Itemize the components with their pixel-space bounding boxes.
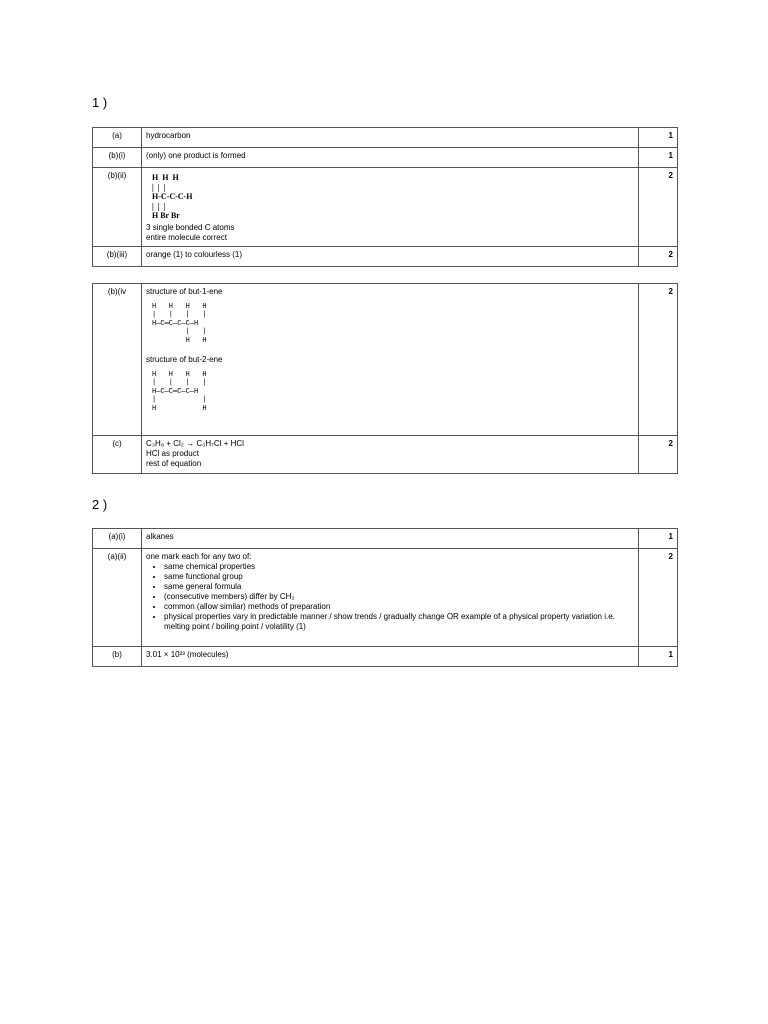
marks-cell: 2 <box>639 436 678 474</box>
table-row <box>93 529 678 549</box>
part-cell: (a) <box>93 128 142 148</box>
answer-cell <box>142 549 639 647</box>
marks-cell: 1 <box>639 148 678 168</box>
table-row <box>93 284 678 436</box>
marks-cell: 1 <box>639 128 678 148</box>
list-item: • common (allow similar) methods of preparation <box>164 602 634 612</box>
marks-cell: 1 <box>639 647 678 667</box>
table-row <box>93 436 678 474</box>
list-item: • same chemical properties <box>164 562 634 572</box>
part-cell: (a)(i) <box>93 529 142 549</box>
answer-line: rest of equation <box>146 459 202 468</box>
answer-line: entire molecule correct <box>146 232 227 242</box>
answer-cell: 3.01 × 10²³ (molecules) <box>142 647 639 667</box>
but-1-ene-structure: H H H H | | | | H—C═C—C—C—H | | H H <box>152 303 207 345</box>
answer-cell <box>142 168 639 247</box>
but-2-ene-structure: H H H H | | | | H—C—C═C—C—H | | H H <box>152 370 207 413</box>
marks-cell: 2 <box>639 246 678 266</box>
marks-cell: 2 <box>639 284 678 436</box>
part-cell: (c) <box>93 436 142 474</box>
table-row <box>93 128 678 148</box>
answer-line: 3 single bonded C atoms <box>146 222 235 232</box>
marks-cell: 2 <box>639 549 678 647</box>
bullet-list <box>146 562 634 632</box>
answer-heading: structure of but-2-ene <box>146 354 223 364</box>
answer-cell <box>142 436 639 474</box>
list-item: • same general formula <box>164 582 634 592</box>
marks-cell: 1 <box>639 529 678 549</box>
dibromopropane-structure: H H H | | | H-C-C-C-H | | | H Br Br <box>152 173 193 221</box>
q1-markscheme-table-2 <box>92 283 678 474</box>
answer-intro: one mark each for any two of: <box>146 552 252 561</box>
answer-cell: hydrocarbon <box>142 128 639 148</box>
answer-cell: orange (1) to colourless (1) <box>142 246 639 266</box>
question-2-label: 2 ) <box>92 497 108 512</box>
table-row <box>93 148 678 168</box>
part-cell: (b) <box>93 647 142 667</box>
answer-cell <box>142 284 639 436</box>
table-row <box>93 647 678 667</box>
part-cell: (b)(i) <box>93 148 142 168</box>
table-row <box>93 168 678 247</box>
table-row <box>93 549 678 647</box>
q2-markscheme-table <box>92 528 678 667</box>
answer-cell: (only) one product is formed <box>142 148 639 168</box>
answer-line: HCl as product <box>146 449 199 458</box>
list-item: • physical properties vary in predictable manner / show trends / gradually change OR example of a physical property variation i.e. melting point / boiling point / volatility (1) <box>164 612 634 632</box>
part-cell: (b)(iii) <box>93 246 142 266</box>
part-cell: (b)(iv <box>93 284 142 436</box>
marks-cell: 2 <box>639 168 678 247</box>
table-row <box>93 246 678 266</box>
q1-markscheme-table-1 <box>92 127 678 267</box>
list-item: • same functional group <box>164 572 634 582</box>
question-1-label: 1 ) <box>92 95 108 110</box>
equation: C₃H₈ + Cl₂ → C₃H₇Cl + HCl <box>146 439 244 448</box>
list-item: • (consecutive members) differ by CH₂ <box>164 592 634 602</box>
part-cell: (a)(ii) <box>93 549 142 647</box>
answer-heading: structure of but-1-ene <box>146 287 223 296</box>
part-cell: (b)(ii) <box>93 168 142 247</box>
answer-cell: alkanes <box>142 529 639 549</box>
